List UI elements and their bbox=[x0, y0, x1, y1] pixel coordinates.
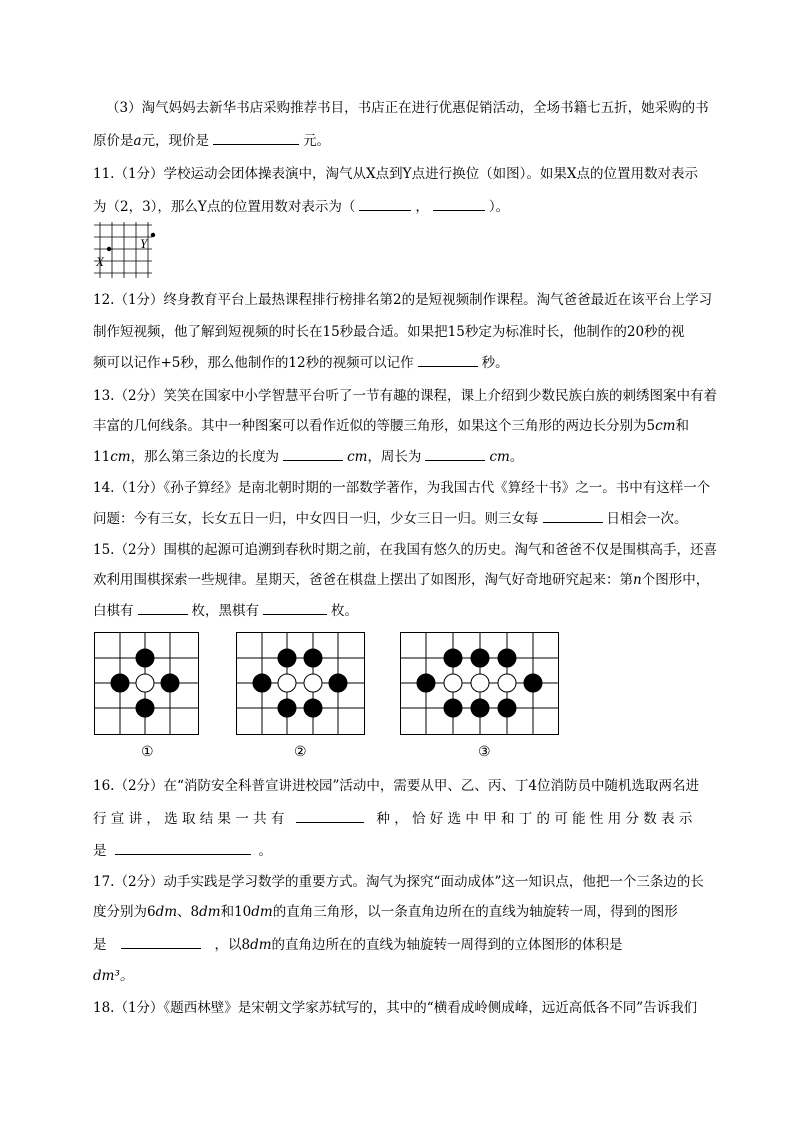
black-stone bbox=[524, 674, 542, 692]
black-stone bbox=[498, 699, 516, 717]
white-stone bbox=[444, 674, 462, 692]
q10-3-line2 bbox=[93, 130, 330, 151]
black-stone bbox=[253, 674, 271, 692]
black-stone bbox=[329, 674, 347, 692]
q13-line3: 11cm，那么第三条边的长度为 cm，周长为 cm。 bbox=[93, 446, 523, 467]
answer-blank[interactable] bbox=[433, 196, 485, 211]
text: 问题：今有三女，长女五日一归，中女四日一归，少女三日一归。则三女每 bbox=[93, 511, 539, 527]
text: 原价是 bbox=[93, 133, 134, 149]
q17-line3 bbox=[93, 934, 623, 955]
point-y bbox=[151, 233, 155, 237]
answer-blank[interactable] bbox=[418, 352, 478, 367]
text: 的直角三角形，以一条直角边所在的直线为轴旋转一周，得到的图形 bbox=[272, 904, 678, 920]
label-x: X bbox=[96, 254, 104, 269]
unit-cm: cm bbox=[110, 449, 131, 465]
q15-line3 bbox=[93, 600, 358, 621]
go-board-2 bbox=[236, 632, 366, 736]
answer-blank[interactable] bbox=[296, 808, 364, 823]
text: 为（2，3），那么Y点的位置用数对表示为（ bbox=[93, 199, 356, 215]
text: 秒。 bbox=[481, 355, 509, 371]
black-stone bbox=[278, 699, 296, 717]
black-stone bbox=[136, 649, 154, 667]
answer-blank[interactable] bbox=[213, 130, 299, 145]
unit-cm: cm bbox=[489, 449, 510, 465]
text: 日相会一次。 bbox=[606, 511, 688, 527]
black-stone bbox=[304, 699, 322, 717]
text: 枚。 bbox=[331, 603, 358, 619]
text: 频可以记作+5秒，那么他制作的12秒的视频可以记作 bbox=[93, 355, 414, 371]
text: 的直角边所在的直线为轴旋转一周得到的立体图形的体积是 bbox=[271, 937, 623, 953]
white-stone bbox=[471, 674, 489, 692]
q16-line1: 16.（2分）在“消防安全科普宣讲进校园”活动中，需要从甲、乙、丙、丁4位消防员中随机选取两名进 bbox=[93, 778, 699, 794]
text: 种 ， 恰 好 选 中 甲 和 丁 的 可 能 性 用 分 数 表 示 bbox=[376, 811, 693, 827]
go-board-1 bbox=[94, 632, 200, 736]
text: 白棋有 bbox=[93, 603, 134, 619]
q11-line1: 11.（1分）学校运动会团体操表演中，淘气从X点到Y点进行换位（如图）。如果X点的位置用数对表示 bbox=[93, 166, 698, 182]
black-stone bbox=[471, 649, 489, 667]
text: 和 bbox=[675, 418, 689, 434]
answer-blank[interactable] bbox=[138, 600, 188, 615]
q15-line2 bbox=[93, 570, 709, 590]
unit-dm: dm bbox=[251, 904, 273, 920]
text: 欢利用围棋探索一些规律。星期天，爸爸在棋盘上摆出了如图形，淘气好奇地研究起来：第 bbox=[93, 572, 633, 588]
text: 丰富的几何线条。其中一种图案可以看作近似的等腰三角形，如果这个三角形的两边长分别为5 bbox=[93, 418, 656, 434]
white-stone bbox=[278, 674, 296, 692]
black-stone bbox=[417, 674, 435, 692]
figure-label-1: ① bbox=[141, 744, 154, 760]
answer-blank[interactable] bbox=[121, 934, 201, 949]
unit-cm: cm bbox=[347, 449, 368, 465]
figure-label-3: ③ bbox=[478, 744, 491, 760]
q12-line1: 12.（1分）终身教育平台上最热课程排行榜排名第2的是短视频制作课程。淘气爸爸最近在该平台上学习 bbox=[93, 292, 713, 308]
q11-line2 bbox=[93, 196, 509, 217]
q17-line4: dm³。 bbox=[93, 968, 134, 984]
black-stone bbox=[136, 699, 154, 717]
text: 元，现价是 bbox=[141, 133, 210, 149]
figure-label-2: ② bbox=[294, 744, 307, 760]
text: 枚，黑棋有 bbox=[191, 603, 259, 619]
text: ，周长为 bbox=[367, 449, 422, 465]
white-stone bbox=[498, 674, 516, 692]
answer-blank[interactable] bbox=[425, 446, 485, 461]
q16-line3 bbox=[93, 840, 272, 861]
variable-a: a bbox=[133, 133, 142, 149]
go-board-3 bbox=[400, 632, 560, 736]
unit-dm: dm bbox=[250, 937, 272, 953]
q13-line2 bbox=[93, 416, 689, 436]
point-x bbox=[107, 247, 111, 251]
unit-dm: dm bbox=[199, 904, 221, 920]
text: ， bbox=[415, 199, 429, 215]
q10-3-line1: （3）淘气妈妈去新华书店采购推荐书目，书店正在进行优惠促销活动，全场书籍七五折，她采购的书 bbox=[106, 100, 709, 116]
black-stone bbox=[304, 649, 322, 667]
q12-line3 bbox=[93, 352, 509, 373]
black-stone bbox=[471, 699, 489, 717]
white-stone bbox=[304, 674, 322, 692]
q17-line1: 17.（2分）动手实践是学习数学的重要方式。淘气为探究“面动成体”这一知识点，他把一个三条边的长 bbox=[93, 874, 704, 890]
text: 是 bbox=[93, 937, 107, 953]
text: 和10 bbox=[220, 904, 252, 920]
black-stone bbox=[111, 674, 129, 692]
answer-blank[interactable] bbox=[283, 446, 343, 461]
position-grid-figure bbox=[94, 222, 158, 280]
text: ，以8 bbox=[214, 937, 251, 953]
answer-blank[interactable] bbox=[115, 840, 251, 855]
text: ）。 bbox=[488, 199, 510, 215]
text: 行 宣 讲 ， 选 取 结 果 一 共 有 bbox=[93, 811, 285, 827]
q14-line1: 14.（1分）《孙子算经》是南北朝时期的一部数学著作，为我国古代《算经十书》之一。书中有这样一个 bbox=[93, 480, 711, 496]
q12-line2: 制作短视频，他了解到短视频的时长在15秒最合适。如果把15秒定为标准时长，他制作的20秒的视 bbox=[93, 324, 685, 340]
text: 、8 bbox=[177, 904, 200, 920]
label-y: Y bbox=[140, 236, 148, 251]
text: 。 bbox=[258, 843, 272, 859]
answer-blank[interactable] bbox=[543, 508, 603, 523]
q13-line1: 13.（2分）笑笑在国家中小学智慧平台听了一节有趣的课程，课上介绍到少数民族白族的刺绣图案中有着 bbox=[93, 388, 718, 404]
black-stone bbox=[444, 649, 462, 667]
q17-line2 bbox=[93, 902, 678, 922]
q16-line2 bbox=[93, 808, 692, 829]
q18-line1: 18.（1分）《题西林壁》是宋朝文学家苏轼写的，其中的“横看成岭侧成峰，远近高低各不同”告诉我们 bbox=[93, 1000, 698, 1016]
text: 元。 bbox=[303, 133, 331, 149]
q14-line2 bbox=[93, 508, 688, 529]
q15-line1: 15.（2分）围棋的起源可追溯到春秋时期之前，在我国有悠久的历史。淘气和爸爸不仅是围棋高手，还喜 bbox=[93, 542, 718, 558]
text: 11 bbox=[93, 449, 111, 465]
variable-n: n bbox=[633, 572, 642, 588]
black-stone bbox=[278, 649, 296, 667]
text: 个图形中， bbox=[641, 572, 710, 588]
unit-dm: dm bbox=[155, 904, 178, 920]
white-stone bbox=[136, 674, 154, 692]
answer-blank[interactable] bbox=[263, 600, 327, 615]
unit-cm: cm bbox=[655, 418, 676, 434]
black-stone bbox=[498, 649, 516, 667]
black-stone bbox=[161, 674, 179, 692]
answer-blank[interactable] bbox=[359, 196, 411, 211]
text: 是 bbox=[93, 843, 107, 859]
text: ，那么第三条边的长度为 bbox=[130, 449, 280, 465]
text: 度分别为6 bbox=[93, 904, 156, 920]
black-stone bbox=[444, 699, 462, 717]
